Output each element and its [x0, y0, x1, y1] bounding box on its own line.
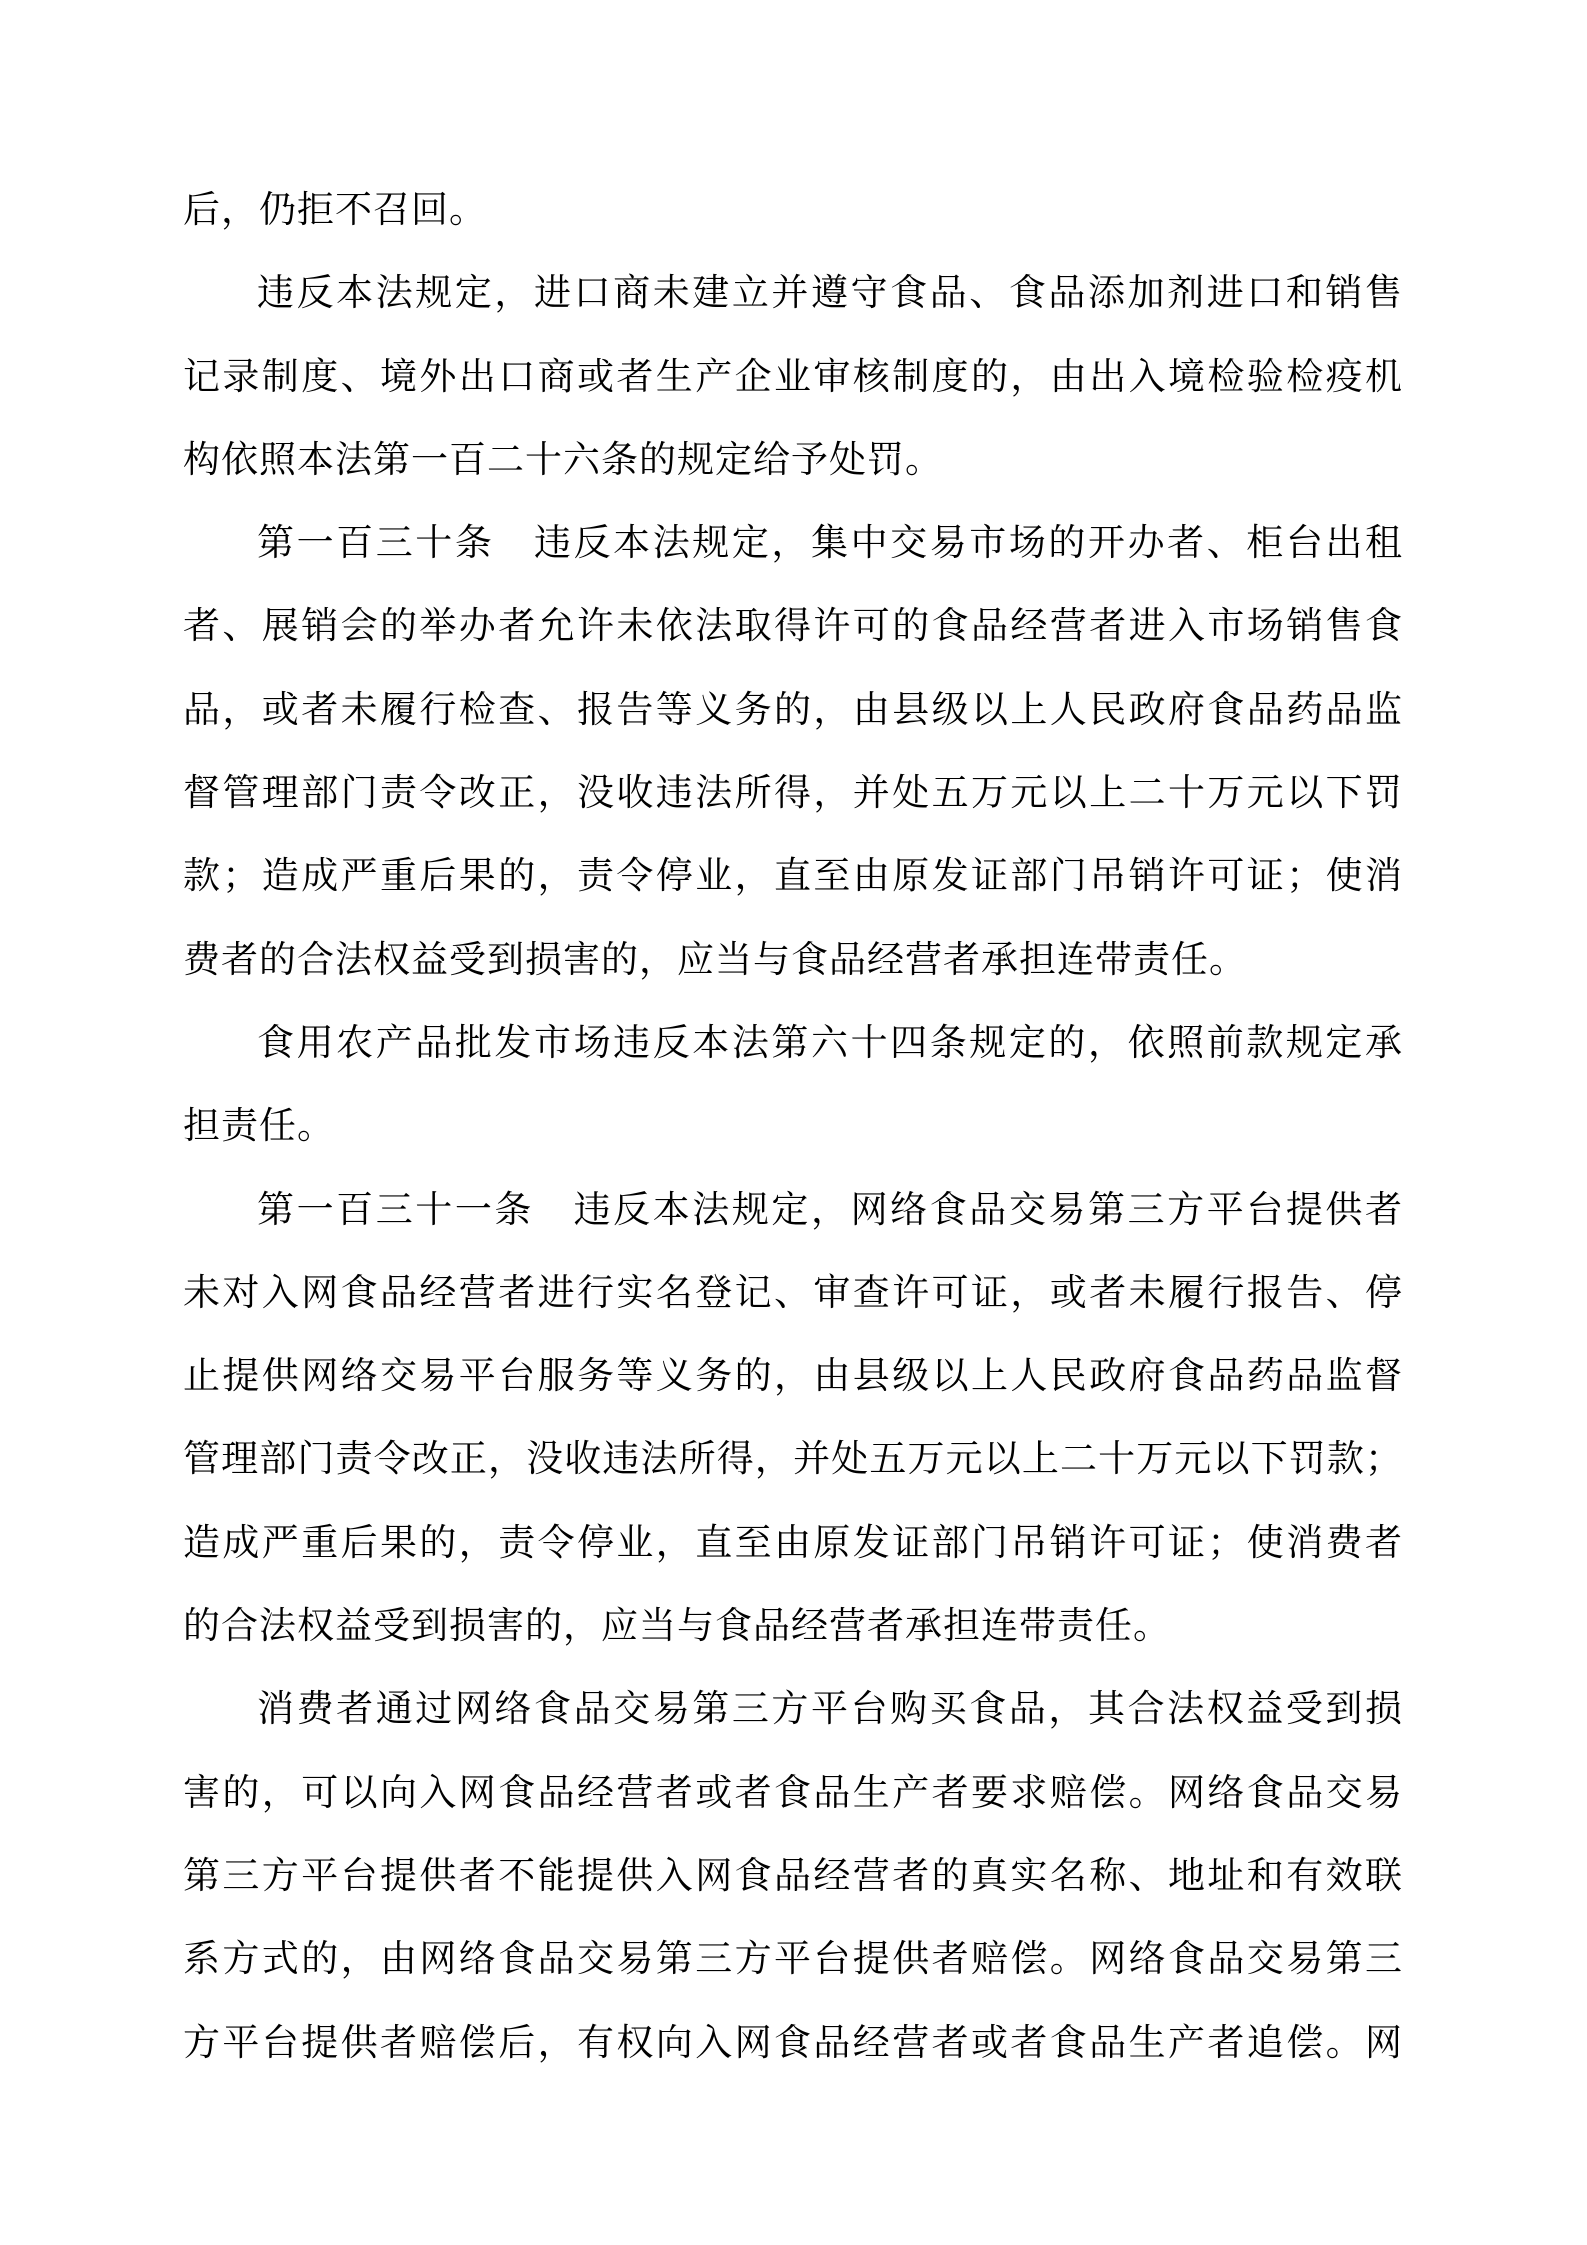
- document-line: 费者的合法权益受到损害的，应当与食品经营者承担连带责任。: [183, 939, 1247, 981]
- document-line: 未对入网食品经营者进行实名登记、审查许可证，或者未履行报告、停: [183, 1272, 1403, 1314]
- document-line: 后，仍拒不召回。: [183, 190, 487, 231]
- document-line: 督管理部门责令改正，没收违法所得，并处五万元以上二十万元以下罚: [183, 773, 1403, 815]
- document-line: 第三方平台提供者不能提供入网食品经营者的真实名称、地址和有效联: [183, 1855, 1403, 1897]
- document-line: 害的，可以向入网食品经营者或者食品生产者要求赔偿。网络食品交易: [183, 1772, 1403, 1814]
- document-line: 消费者通过网络食品交易第三方平台购买食品，其合法权益受到损: [257, 1689, 1403, 1731]
- document-line: 止提供网络交易平台服务等义务的，由县级以上人民政府食品药品监督: [183, 1356, 1403, 1398]
- document-line: 第一百三十一条 违反本法规定，网络食品交易第三方平台提供者: [257, 1189, 1403, 1231]
- document-line: 管理部门责令改正，没收违法所得，并处五万元以上二十万元以下罚款；: [183, 1439, 1403, 1481]
- document-line: 构依照本法第一百二十六条的规定给予处罚。: [183, 439, 943, 481]
- document-line: 违反本法规定，进口商未建立并遵守食品、食品添加剂进口和销售: [257, 273, 1403, 315]
- document-line: 者、展销会的举办者允许未依法取得许可的食品经营者进入市场销售食: [183, 606, 1403, 648]
- document-line: 款；造成严重后果的，责令停业，直至由原发证部门吊销许可证；使消: [183, 856, 1403, 898]
- document-line: 的合法权益受到损害的，应当与食品经营者承担连带责任。: [183, 1606, 1171, 1648]
- document-line: 系方式的，由网络食品交易第三方平台提供者赔偿。网络食品交易第三: [183, 1939, 1403, 1981]
- document-line: 造成严重后果的，责令停业，直至由原发证部门吊销许可证；使消费者: [183, 1522, 1403, 1564]
- document-line: 第一百三十条 违反本法规定，集中交易市场的开办者、柜台出租: [257, 523, 1403, 565]
- document-line: 方平台提供者赔偿后，有权向入网食品经营者或者食品生产者追偿。网: [183, 2022, 1403, 2064]
- document-line: 记录制度、境外出口商或者生产企业审核制度的，由出入境检验检疫机: [183, 356, 1403, 398]
- document-body: [183, 169, 1403, 2085]
- document-line: 品，或者未履行检查、报告等义务的，由县级以上人民政府食品药品监: [183, 689, 1403, 731]
- document-line: 担责任。: [183, 1106, 335, 1148]
- document-line: 食用农产品批发市场违反本法第六十四条规定的，依照前款规定承: [257, 1022, 1403, 1064]
